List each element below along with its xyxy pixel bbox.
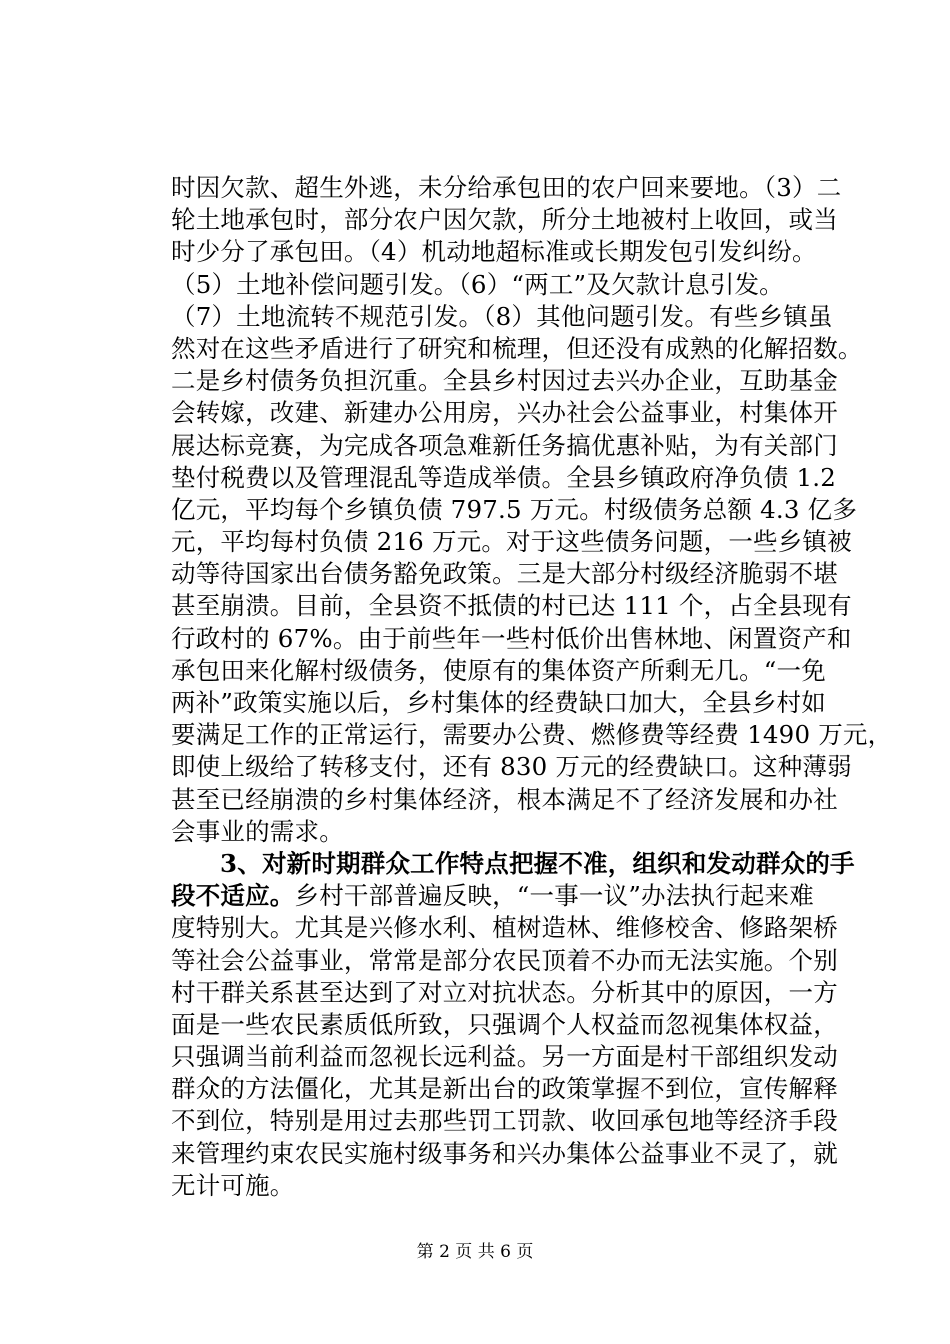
text-line <box>171 1041 861 1073</box>
text-line <box>171 719 893 751</box>
text-line <box>171 945 861 977</box>
text-line <box>171 655 861 687</box>
text-line <box>171 301 861 333</box>
text-line <box>171 751 861 783</box>
text-line <box>171 397 861 429</box>
bold-heading-text: 段不适应。 <box>171 881 295 911</box>
line-text: 承包田来化解村级债务，使原有的集体资产所剩无几。“一免 <box>171 655 826 685</box>
line-text: 甚至崩溃。目前，全县资不抵债的村已达 111 个，占全县现有 <box>171 591 852 621</box>
line-text: 亿元，平均每个乡镇负债 797.5 万元。村级债务总额 4.3 亿多 <box>171 494 858 524</box>
text-line <box>171 816 861 848</box>
line-text: 村干群关系甚至达到了对立对抗状态。分析其中的原因，一方 <box>171 977 838 1007</box>
line-text: 会事业的需求。 <box>171 816 344 846</box>
line-text: （7）土地流转不规范引发。（8）其他问题引发。有些乡镇虽 <box>171 301 833 331</box>
text-line <box>171 1170 861 1202</box>
text-line <box>171 204 861 236</box>
text-line <box>171 590 861 622</box>
text-line <box>171 687 861 719</box>
line-text: 群众的方法僵化，尤其是新出台的政策掌握不到位，宣传解释 <box>171 1074 838 1104</box>
line-text: 展达标竞赛，为完成各项急难新任务搞优惠补贴，为有关部门 <box>171 430 838 460</box>
line-text: 元，平均每村负债 216 万元。对于这些债务问题，一些乡镇被 <box>171 527 852 557</box>
line-text: 等社会公益事业，常常是部分农民顶着不办而无法实施。个别 <box>171 945 838 975</box>
line-text: 不到位，特别是用过去那些罚工罚款、收回承包地等经济手段 <box>171 1106 838 1136</box>
text-line <box>171 172 861 204</box>
text-line <box>171 848 861 880</box>
text-line <box>171 365 861 397</box>
text-line <box>171 236 861 268</box>
line-text: 轮土地承包时，部分农户因欠款，所分土地被村上收回，或当 <box>171 205 838 235</box>
line-text: 来管理约束农民实施村级事务和兴办集体公益事业不灵了，就 <box>171 1138 838 1168</box>
line-text: 动等待国家出台债务豁免政策。三是大部分村级经济脆弱不堪 <box>171 559 838 589</box>
text-line <box>171 1073 861 1105</box>
line-text: 度特别大。尤其是兴修水利、植树造林、维修校舍、修路架桥 <box>171 913 838 943</box>
page-footer: 第 2 页 共 6 页 <box>416 1242 534 1262</box>
line-text: 即使上级给了转移支付，还有 830 万元的经费缺口。这种薄弱 <box>171 752 852 782</box>
line-text: 会转嫁，改建、新建办公用房，兴办社会公益事业，村集体开 <box>171 398 838 428</box>
text-line <box>171 784 861 816</box>
line-text: 要满足工作的正常运行，需要办公费、燃修费等经费 1490 万元， <box>171 720 893 750</box>
text-line <box>171 430 861 462</box>
text-line <box>171 880 861 912</box>
text-line <box>171 977 861 1009</box>
line-text: 两补”政策实施以后，乡村集体的经费缺口加大，全县乡村如 <box>171 688 826 717</box>
line-text: 乡村干部普遍反映，“一事一议”办法执行起来难 <box>294 881 814 911</box>
text-line <box>171 1009 861 1041</box>
body-text <box>171 172 893 1202</box>
text-line <box>171 1138 861 1170</box>
text-line <box>171 462 861 494</box>
line-text: 然对在这些矛盾进行了研究和梳理，但还没有成熟的化解招数。 <box>171 333 863 363</box>
text-line <box>171 912 861 944</box>
line-text: （5）土地补偿问题引发。（6）“两工”及欠款计息引发。 <box>171 269 784 299</box>
line-text: 垫付税费以及管理混乱等造成举债。全县乡镇政府净负债 1.2 <box>171 462 837 492</box>
line-text: 行政村的 67%。由于前些年一些村低价出售林地、闲置资产和 <box>171 623 852 653</box>
line-text: 只强调当前利益而忽视长远利益。另一方面是村干部组织发动 <box>171 1042 838 1072</box>
text-line <box>171 1105 861 1137</box>
text-line <box>171 269 861 301</box>
line-text: 时因欠款、超生外逃，未分给承包田的农户回来要地。（3）二 <box>171 173 842 202</box>
text-line <box>171 333 861 365</box>
line-text: 二是乡村债务负担沉重。全县乡村因过去兴办企业，互助基金 <box>171 366 838 396</box>
bold-heading-text: 3、对新时期群众工作特点把握不准，组织和发动群众的手 <box>220 848 855 878</box>
text-line <box>171 494 861 526</box>
text-line <box>171 623 861 655</box>
line-text: 面是一些农民素质低所致，只强调个人权益而忽视集体权益， <box>171 1009 838 1039</box>
line-text: 时少分了承包田。（4）机动地超标准或长期发包引发纠纷。 <box>171 237 817 267</box>
text-line <box>171 558 861 590</box>
text-line <box>171 526 861 558</box>
line-text: 无计可施。 <box>171 1170 295 1200</box>
line-text: 甚至已经崩溃的乡村集体经济，根本满足不了经济发展和办社 <box>171 784 838 814</box>
